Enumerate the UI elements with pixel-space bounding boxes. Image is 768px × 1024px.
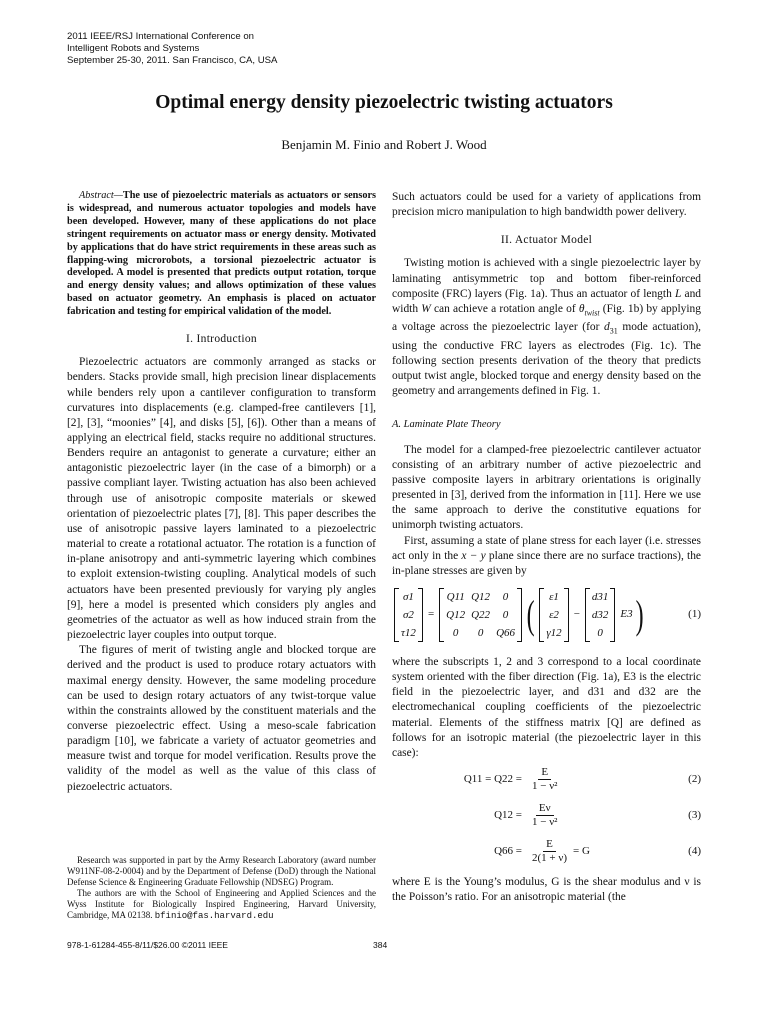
denominator: 1 − ν²	[532, 815, 558, 828]
left-column	[67, 190, 376, 795]
denominator: 1 − ν²	[532, 779, 558, 792]
symbol-theta: θ	[578, 302, 585, 315]
coupling-vector	[585, 588, 616, 642]
symbol-xy: x − y	[461, 549, 486, 562]
text-run: plane since there are no surface tractions), the in-plane stresses are given by	[392, 549, 702, 577]
matrix-cell: γ12	[546, 627, 562, 639]
subsection-heading: A. Laminate Plate Theory	[392, 419, 501, 431]
matrix-cell: d31	[591, 591, 609, 603]
d-subscript: 31	[609, 326, 618, 336]
stress-vector	[394, 588, 423, 642]
abstract-text: The use of piezoelectric materials as actuators or sensors is widespread, and numerous actuator topologies and models have been developed. However, many of these applications do not place stringent requirements on actuator mass or energy density. Motivated by applications that do have strict requirements in these areas such as flapping-wing microrobots, a torsional piezoelectric actuator is developed. A model is presented that predicts output rotation, torque and energy density values; and allows optimization of these values based on actuator geometry. An emphasis is placed on actuator fabrication and testing for empirical validation of the model.	[67, 190, 376, 318]
numerator: Eν	[536, 802, 554, 816]
matrix-cell: 0	[477, 627, 484, 639]
equation-lhs: Q12 =	[494, 808, 522, 821]
equation-2	[392, 761, 701, 797]
abstract-label: Abstract—	[79, 190, 123, 201]
paper-title: Optimal energy density piezoelectric twisting actuators	[155, 92, 613, 113]
isbn-copyright: 978-1-61284-455-8/11/$26.00 ©2011 IEEE	[67, 940, 228, 950]
section-heading-actuator-model: II. Actuator Model	[500, 234, 593, 247]
symbol-d: d	[604, 321, 610, 334]
fraction	[529, 838, 570, 865]
text-run: and width	[392, 287, 702, 315]
matrix-cell: ε1	[549, 591, 559, 603]
equation-1	[392, 587, 701, 643]
equation-lhs: Q66 =	[494, 844, 522, 857]
matrix-cell: 0	[502, 609, 509, 621]
matrix-cell: ε2	[549, 609, 559, 621]
right-column	[392, 190, 701, 905]
section-heading-introduction: I. Introduction	[186, 333, 257, 346]
model-paragraph-2: The model for a clamped-free piezoelectric cantilever actuator consisting of an arbitrary number of active piezoelectric and passive composite layers in arbitrary orientations is originally presented in [3], derived from the information in [11]. Here we use the same approach to derive the constitutive equations for unimorph twisting actuators.	[392, 443, 701, 532]
matrix-cell: d32	[591, 609, 609, 621]
equals-sign: =	[427, 608, 435, 621]
paper-authors: Benjamin M. Finio and Robert J. Wood	[281, 137, 487, 152]
conference-line-3: September 25-30, 2011. San Francisco, CA, USA	[67, 55, 278, 67]
matrix-cell: σ2	[403, 609, 414, 621]
model-paragraph-1	[392, 256, 701, 399]
abstract	[67, 190, 376, 319]
equation-4	[392, 833, 701, 869]
text-run: Twisting motion is achieved with a single piezoelectric layer by laminating antisymmetric top and bottom fiber-reinforced composite (FRC) layers (Fig. 1a). Thus an actuator of length	[392, 257, 701, 300]
text-run: can achieve a rotation angle of	[430, 302, 579, 315]
matrix-cell: 0	[502, 591, 509, 603]
matrix-cell: Q66	[496, 627, 516, 639]
symbol-L: L	[674, 287, 682, 300]
conference-line-2: Intelligent Robots and Systems	[67, 43, 200, 55]
fraction	[529, 766, 560, 793]
matrix-cell: Q22	[471, 609, 491, 621]
matrix-cell: Q12	[446, 609, 466, 621]
left-paren: (	[526, 592, 535, 637]
stiffness-matrix	[439, 588, 522, 642]
matrix-cell: 0	[597, 627, 603, 639]
model-paragraph-4: where the subscripts 1, 2 and 3 correspond to a local coordinate system oriented with the fiber direction (Fig. 1a), E3 is the electric field in the piezoelectric layer, and d31 and d32 are the electromechanical coupling coefficients of the piezoelectric material. Elements of the stiffness matrix [Q] are defined as follows for an isotropic material (the piezoelectric layer in this case):	[392, 656, 701, 759]
fraction	[529, 802, 560, 829]
model-paragraph-3	[392, 534, 701, 579]
matrix-cell: 0	[452, 627, 459, 639]
symbol-W: W	[421, 302, 431, 315]
electric-field-symbol: E3	[620, 608, 633, 621]
equation-number: (2)	[688, 772, 701, 785]
author-email: bfinio@fas.harvard.edu	[154, 911, 274, 922]
model-paragraph-5: where E is the Young’s modulus, G is the shear modulus and ν is the Poisson’s ratio. For an anisotropic material (the	[392, 876, 701, 904]
footnote	[67, 855, 376, 922]
equation-number: (3)	[688, 808, 701, 821]
numerator: E	[543, 838, 556, 852]
numerator: E	[538, 766, 551, 780]
text-run: mode actuation), using the conductive FRC layers as electrodes (Fig. 1c). The following section presents derivation of the theory that predicts output twist angle, blocked torque and energy density based on the geometry and arrangements defined in Fig. 1.	[392, 321, 701, 398]
strain-vector	[539, 588, 568, 642]
equation-lhs: Q11 = Q22 =	[463, 772, 522, 785]
text-run: (Fig. 1b) by applying a voltage across the piezoelectric layer (for	[392, 302, 701, 334]
theta-subscript: twist	[584, 308, 600, 318]
equation-rhs: = G	[573, 844, 590, 857]
applications-paragraph: Such actuators could be used for a variety of applications from precision micro manipulation to high bandwidth power delivery.	[392, 191, 701, 219]
page-number: 384	[373, 940, 388, 950]
intro-paragraph-2: The figures of merit of twisting angle and blocked torque are derived and the product is used to produce rotary actuators with maximal energy density. However, the same modeling procedure can be used to design rotary actuators of any twist-torque value within the constraints allowed by the constituent materials and the converse piezoelectric effect. Using a meso-scale fabrication paradigm [10], we fabricate a variety of actuator geometries and measure twist and torque for model verification. Results prove the validity of the model as well as the value of this class of piezoelectric actuators.	[67, 644, 376, 793]
intro-paragraph-1: Piezoelectric actuators are commonly arranged as stacks or benders. Stacks provide small, high precision linear displacements while benders rely upon a cantilever configuration to transform curvatures into displacements (e.g. clamped-free cantilevers [1], [2], [3], “moonies” [4], and disks [5], [6]). Other than a means of applying an electrical field, stacks require no additional structures. Benders require an antagonist to generate a curvature; either an antagonistic piezoelectric layer (in the case of a bimorph) or a passive compliant layer. Twisting actuation has also been achieved through use of anisotropic composite materials or skewed orientation of piezoelectric plates [7], [8]. This paper describes the use of anisotropic passive layers laminated to a piezoelectric material to create a rotational actuator. The rotation is a function of in-plane anisotropy and anti-symmetric layering which combines to exploit extension-twisting coupling. Analytical models of such actuators have been presented previously for varying ply angles [9], here a model is presented which considers ply angles and geometries of the actuator as well as how induced strain from the piezoelectric layer couples into output torque.	[67, 356, 376, 642]
matrix-cell: σ1	[403, 591, 414, 603]
text-run: First, assuming a state of plane stress for each layer (i.e. stresses act only in the	[392, 534, 701, 562]
footnote-affiliation	[67, 888, 376, 922]
footnote-affiliation-text: The authors are with the School of Engineering and Applied Sciences and the Wyss Institute for Biologically Inspired Engineering, Harvard University, Cambridge, MA 02138.	[67, 888, 376, 921]
denominator: 2(1 + ν)	[532, 851, 568, 864]
minus-sign: −	[573, 608, 580, 621]
equation-number: (4)	[688, 844, 701, 857]
footnote-funding: Research was supported in part by the Army Research Laboratory (award number W911NF-08-2-0004) and by the Department of Defense (DoD) through the National Defense Science & Engineering Graduate Fellowship (NDSEG) Program.	[67, 855, 376, 888]
matrix-cell: τ12	[401, 627, 416, 639]
right-paren: )	[635, 592, 644, 637]
equation-3	[392, 797, 701, 833]
equation-number: (1)	[688, 608, 701, 621]
conference-info	[67, 31, 277, 68]
conference-line-1: 2011 IEEE/RSJ International Conference on	[67, 31, 255, 42]
matrix-cell: Q11	[446, 591, 465, 603]
matrix-cell: Q12	[471, 591, 491, 603]
